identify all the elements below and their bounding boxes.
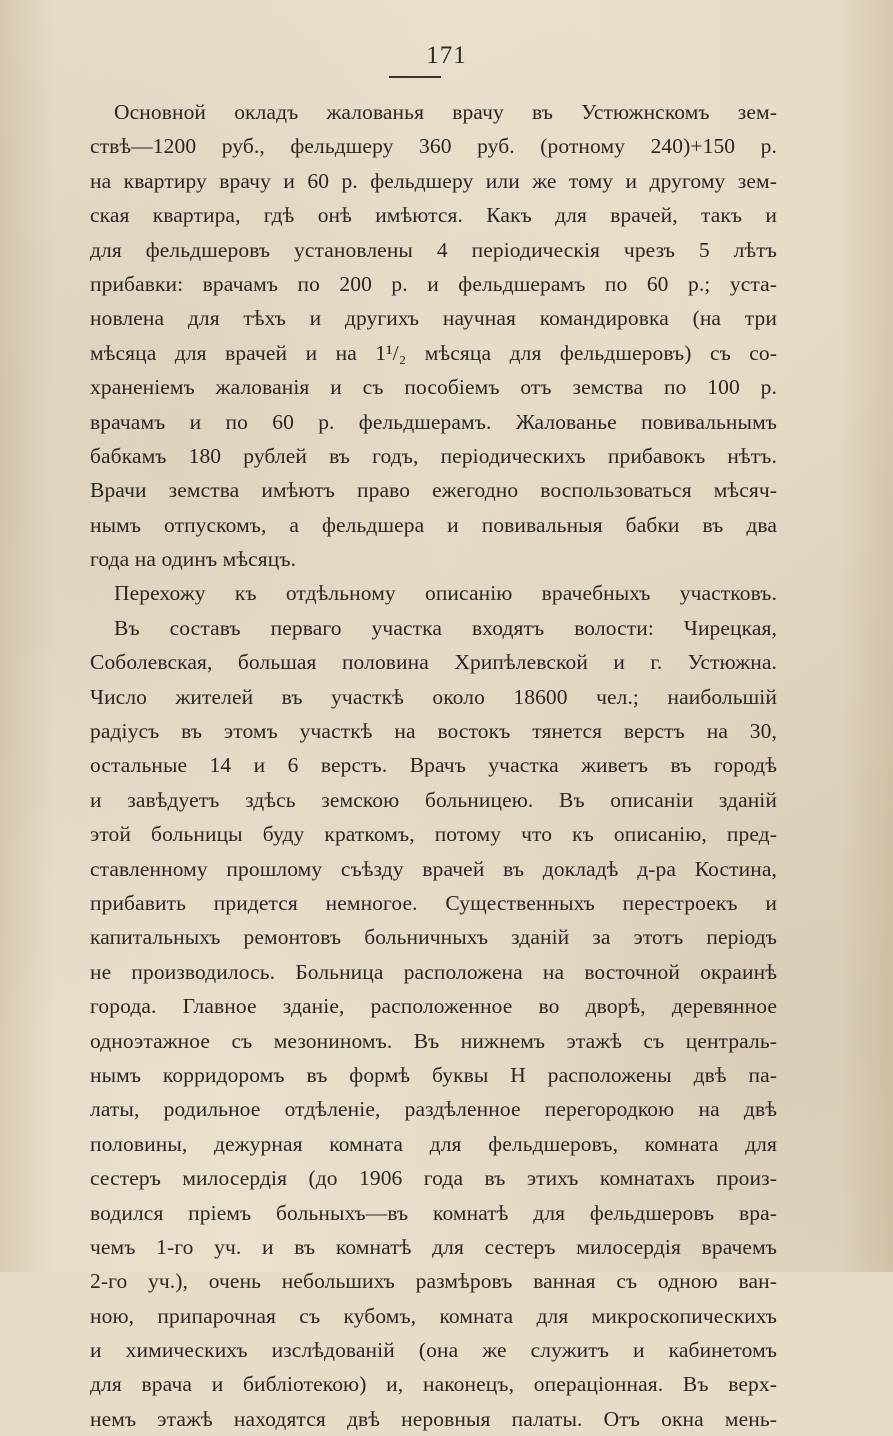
- text-line: города. Главное зданіе, расположенное во дворѣ, деревянное: [90, 994, 777, 1019]
- page-number-underline: [389, 76, 441, 78]
- text-line: ставленному прошлому съѣзду врачей въ докладѣ д-ра Костина,: [90, 856, 777, 881]
- text-line: 2-го уч.), очень небольшихъ размѣровъ ванная съ одною ван-: [90, 1269, 777, 1294]
- text-line: и завѣдуетъ здѣсь земскою больницею. Въ описаніи зданій: [90, 787, 777, 812]
- text-line: прибавить придется немногое. Существенныхъ перестроекъ и: [90, 890, 777, 915]
- text-line: водился пріемъ больныхъ—въ комнатѣ для фельдшеровъ вра-: [90, 1200, 777, 1225]
- text-line: врачамъ и по 60 р. фельдшерамъ. Жалованье повивальнымъ: [90, 409, 777, 434]
- text-line: прибавки: врачамъ по 200 р. и фельдшерамъ по 60 р.; уста-: [90, 271, 777, 296]
- paragraph-start-line: Въ составъ перваго участка входятъ волости: Чирецкая,: [114, 615, 777, 640]
- text-line: ская квартира, гдѣ онѣ имѣются. Какъ для врачей, такъ и: [90, 203, 777, 228]
- text-line: и химическихъ изслѣдованій (она же служитъ и кабинетомъ: [90, 1338, 777, 1363]
- text-line: сестеръ милосердія (до 1906 года въ этихъ комнатахъ произ-: [90, 1166, 777, 1191]
- text-line: ствѣ—1200 руб., фельдшеру 360 руб. (ротному 240)+150 р.: [90, 134, 777, 159]
- text-line: на квартиру врачу и 60 р. фельдшеру или же тому и другому зем-: [90, 168, 777, 193]
- text-line: мѣсяца для врачей и на 1¹/₂ мѣсяца для фельдшеровъ) съ со-: [90, 340, 777, 365]
- text-line: года на одинъ мѣсяцъ.: [90, 547, 297, 572]
- page-number: 171: [426, 42, 467, 69]
- body-text: [90, 95, 777, 1436]
- text-line: латы, родильное отдѣленіе, раздѣленное перегородкою на двѣ: [90, 1097, 777, 1122]
- text-line: немъ этажѣ находятся двѣ неровныя палаты. Отъ окна мень-: [90, 1406, 777, 1431]
- text-line: бабкамъ 180 рублей въ годъ, періодическихъ прибавокъ нѣтъ.: [90, 443, 777, 468]
- text-line: капитальныхъ ремонтовъ больничныхъ зданій за этотъ періодъ: [90, 925, 777, 950]
- text-line: храненіемъ жалованія и съ пособіемъ отъ земства по 100 р.: [90, 375, 777, 400]
- text-line: одноэтажное съ мезониномъ. Въ нижнемъ этажѣ съ централь-: [90, 1028, 777, 1053]
- text-line: радіусъ въ этомъ участкѣ на востокъ тянется верстъ на 30,: [90, 719, 777, 744]
- text-line: этой больницы буду краткомъ, потому что къ описанію, пред-: [90, 822, 777, 847]
- text-line: новлена для тѣхъ и другихъ научная командировка (на три: [90, 306, 777, 331]
- text-line: для фельдшеровъ установлены 4 періодическія чрезъ 5 лѣтъ: [90, 237, 777, 262]
- text-line: остальные 14 и 6 верстъ. Врачъ участка живетъ въ городѣ: [90, 753, 777, 778]
- text-line: Соболевская, большая половина Хрипѣлевской и г. Устюжна.: [90, 650, 777, 675]
- text-line: нымъ корридоромъ въ формѣ буквы Н расположены двѣ па-: [90, 1062, 777, 1087]
- text-line: чемъ 1-го уч. и въ комнатѣ для сестеръ милосердія врачемъ: [90, 1234, 777, 1259]
- text-line: нымъ отпускомъ, а фельдшера и повивальныя бабки въ два: [90, 512, 777, 537]
- text-line: Основной окладъ жалованья врачу въ Устюжнскомъ зем-: [114, 100, 777, 124]
- text-line: Число жителей въ участкѣ около 18600 чел.; наибольшій: [90, 684, 777, 709]
- text-line: не производилось. Больница расположена на восточной окраинѣ: [90, 959, 777, 984]
- text-line: для врача и библіотекою) и, наконецъ, операціонная. Въ верх-: [90, 1372, 777, 1397]
- text-line: ною, припарочная съ кубомъ, комната для микроскопическихъ: [90, 1303, 777, 1328]
- paragraph-start-line: Перехожу къ отдѣльному описанію врачебныхъ участковъ.: [114, 581, 777, 606]
- text-line: Врачи земства имѣютъ право ежегодно воспользоваться мѣсяч-: [90, 478, 777, 503]
- text-line: половины, дежурная комната для фельдшеровъ, комната для: [90, 1131, 777, 1156]
